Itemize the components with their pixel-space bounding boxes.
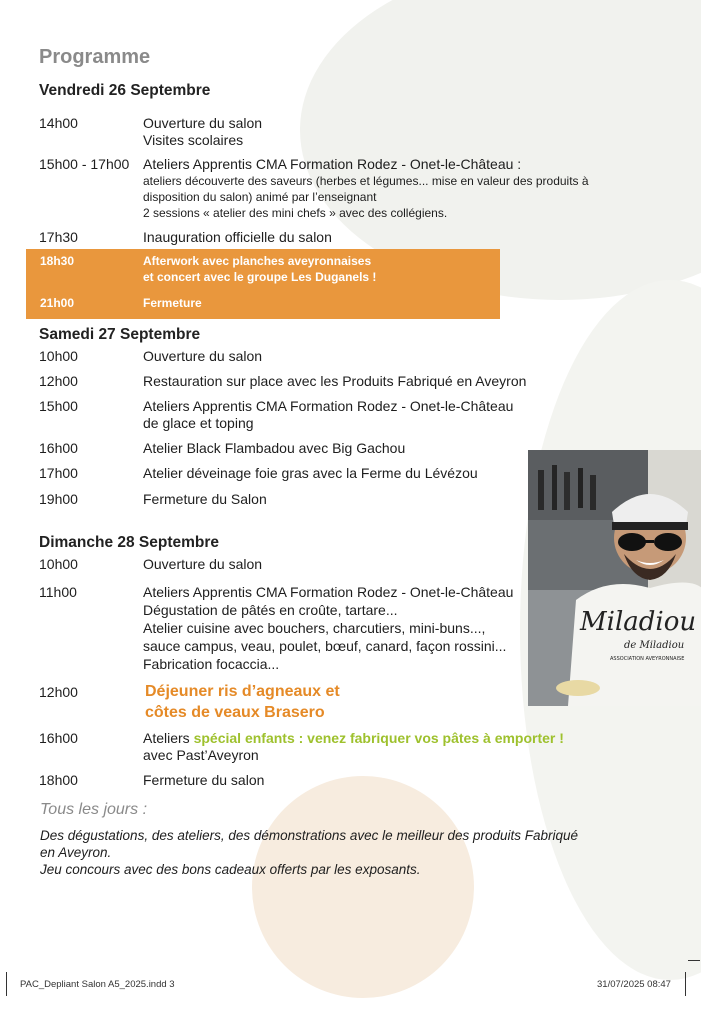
event-time: 15h00 <box>39 398 78 414</box>
background-circle <box>252 776 474 998</box>
event-desc: Afterwork avec planches aveyronnaises <box>143 254 372 268</box>
featured-lunch: côtes de veaux Brasero <box>145 704 325 721</box>
event-desc: Ouverture du salon <box>143 115 263 131</box>
event-desc <box>143 730 564 747</box>
event-desc: Fermeture <box>143 296 202 310</box>
event-detail: disposition du salon) animé par l’enseignant <box>143 190 377 204</box>
footer-crop-mark <box>6 972 7 996</box>
footer-file-name: PAC_Depliant Salon A5_2025.indd 3 <box>20 979 175 990</box>
event-desc: avec Past’Aveyron <box>143 747 259 763</box>
footer-date: 31/07/2025 08:47 <box>597 979 671 990</box>
event-desc: Ateliers Apprentis CMA Formation Rodez - Onet-le-Château <box>143 584 514 600</box>
event-time: 18h00 <box>39 772 78 788</box>
event-desc: Fermeture du salon <box>143 772 265 788</box>
day-heading-saturday: Samedi 27 Septembre <box>39 326 201 343</box>
day-heading-sunday: Dimanche 28 Septembre <box>39 534 220 551</box>
event-desc: Dégustation de pâtés en croûte, tartare... <box>143 602 398 618</box>
kids-special-text: spécial enfants : venez fabriquer vos pâtes à emporter ! <box>193 730 564 746</box>
event-desc: Atelier Black Flambadou avec Big Gachou <box>143 440 406 456</box>
featured-lunch: Déjeuner ris d’agneaux et <box>145 683 340 700</box>
event-time: 17h00 <box>39 465 78 481</box>
event-desc: Fermeture du Salon <box>143 491 267 507</box>
event-desc: Ouverture du salon <box>143 348 263 364</box>
event-desc: Ateliers Apprentis CMA Formation Rodez - Onet-le-Château <box>143 398 514 414</box>
event-desc: Restauration sur place avec les Produits Fabriqué en Aveyron <box>143 373 527 389</box>
event-desc: Ateliers Apprentis CMA Formation Rodez - Onet-le-Château : <box>143 156 522 172</box>
event-time: 12h00 <box>39 373 78 389</box>
event-time: 11h00 <box>39 584 77 600</box>
event-desc: Atelier cuisine avec bouchers, charcutiers, mini-buns..., <box>143 620 486 636</box>
event-desc: Ouverture du salon <box>143 556 263 572</box>
event-time: 10h00 <box>39 556 78 572</box>
footer-crop-mark-right-h <box>688 960 700 961</box>
chef-photo-illustration <box>528 450 701 706</box>
day-heading-friday: Vendredi 26 Septembre <box>39 82 211 99</box>
event-desc: Visites scolaires <box>143 132 244 148</box>
event-time: 15h00 - 17h00 <box>39 156 130 172</box>
event-time: 16h00 <box>39 440 78 456</box>
event-time: 14h00 <box>39 115 78 131</box>
shirt-logo-subtext: de Miladiou <box>624 640 685 651</box>
event-desc: sauce campus, veau, poulet, bœuf, canard, façon rossini... <box>143 638 507 654</box>
every-day-text: en Aveyron. <box>40 845 112 860</box>
event-detail: ateliers découverte des saveurs (herbes et légumes... mise en valeur des produits à <box>143 174 589 188</box>
event-desc: et concert avec le groupe Les Duganels ! <box>143 270 377 284</box>
event-time: 18h30 <box>40 254 75 268</box>
event-desc: de glace et toping <box>143 415 254 431</box>
every-day-text: Jeu concours avec des bons cadeaux offerts par les exposants. <box>40 862 421 877</box>
event-desc-prefix: Ateliers <box>143 730 194 746</box>
event-desc: Atelier déveinage foie gras avec la Ferme du Lévézou <box>143 465 478 481</box>
page-title: Programme <box>39 46 151 68</box>
event-desc: Inauguration officielle du salon <box>143 229 332 245</box>
shirt-logo-small: ASSOCIATION AVEYRONNAISE <box>610 656 685 662</box>
event-time: 19h00 <box>39 491 78 507</box>
footer-crop-mark-right <box>685 972 686 996</box>
event-time: 21h00 <box>40 296 75 310</box>
every-day-text: Des dégustations, des ateliers, des démonstrations avec le meilleur des produits Fabriqué <box>40 828 579 843</box>
event-time: 10h00 <box>39 348 78 364</box>
event-desc: Fabrication focaccia... <box>143 656 280 672</box>
event-time: 17h30 <box>39 229 78 245</box>
event-detail: 2 sessions « atelier des mini chefs » avec des collégiens. <box>143 206 448 220</box>
chef-photo <box>528 450 701 706</box>
event-time: 16h00 <box>39 730 78 746</box>
shirt-logo-text: Miladiou <box>580 607 697 637</box>
every-day-heading: Tous les jours : <box>40 801 148 818</box>
event-time: 12h00 <box>39 684 78 700</box>
